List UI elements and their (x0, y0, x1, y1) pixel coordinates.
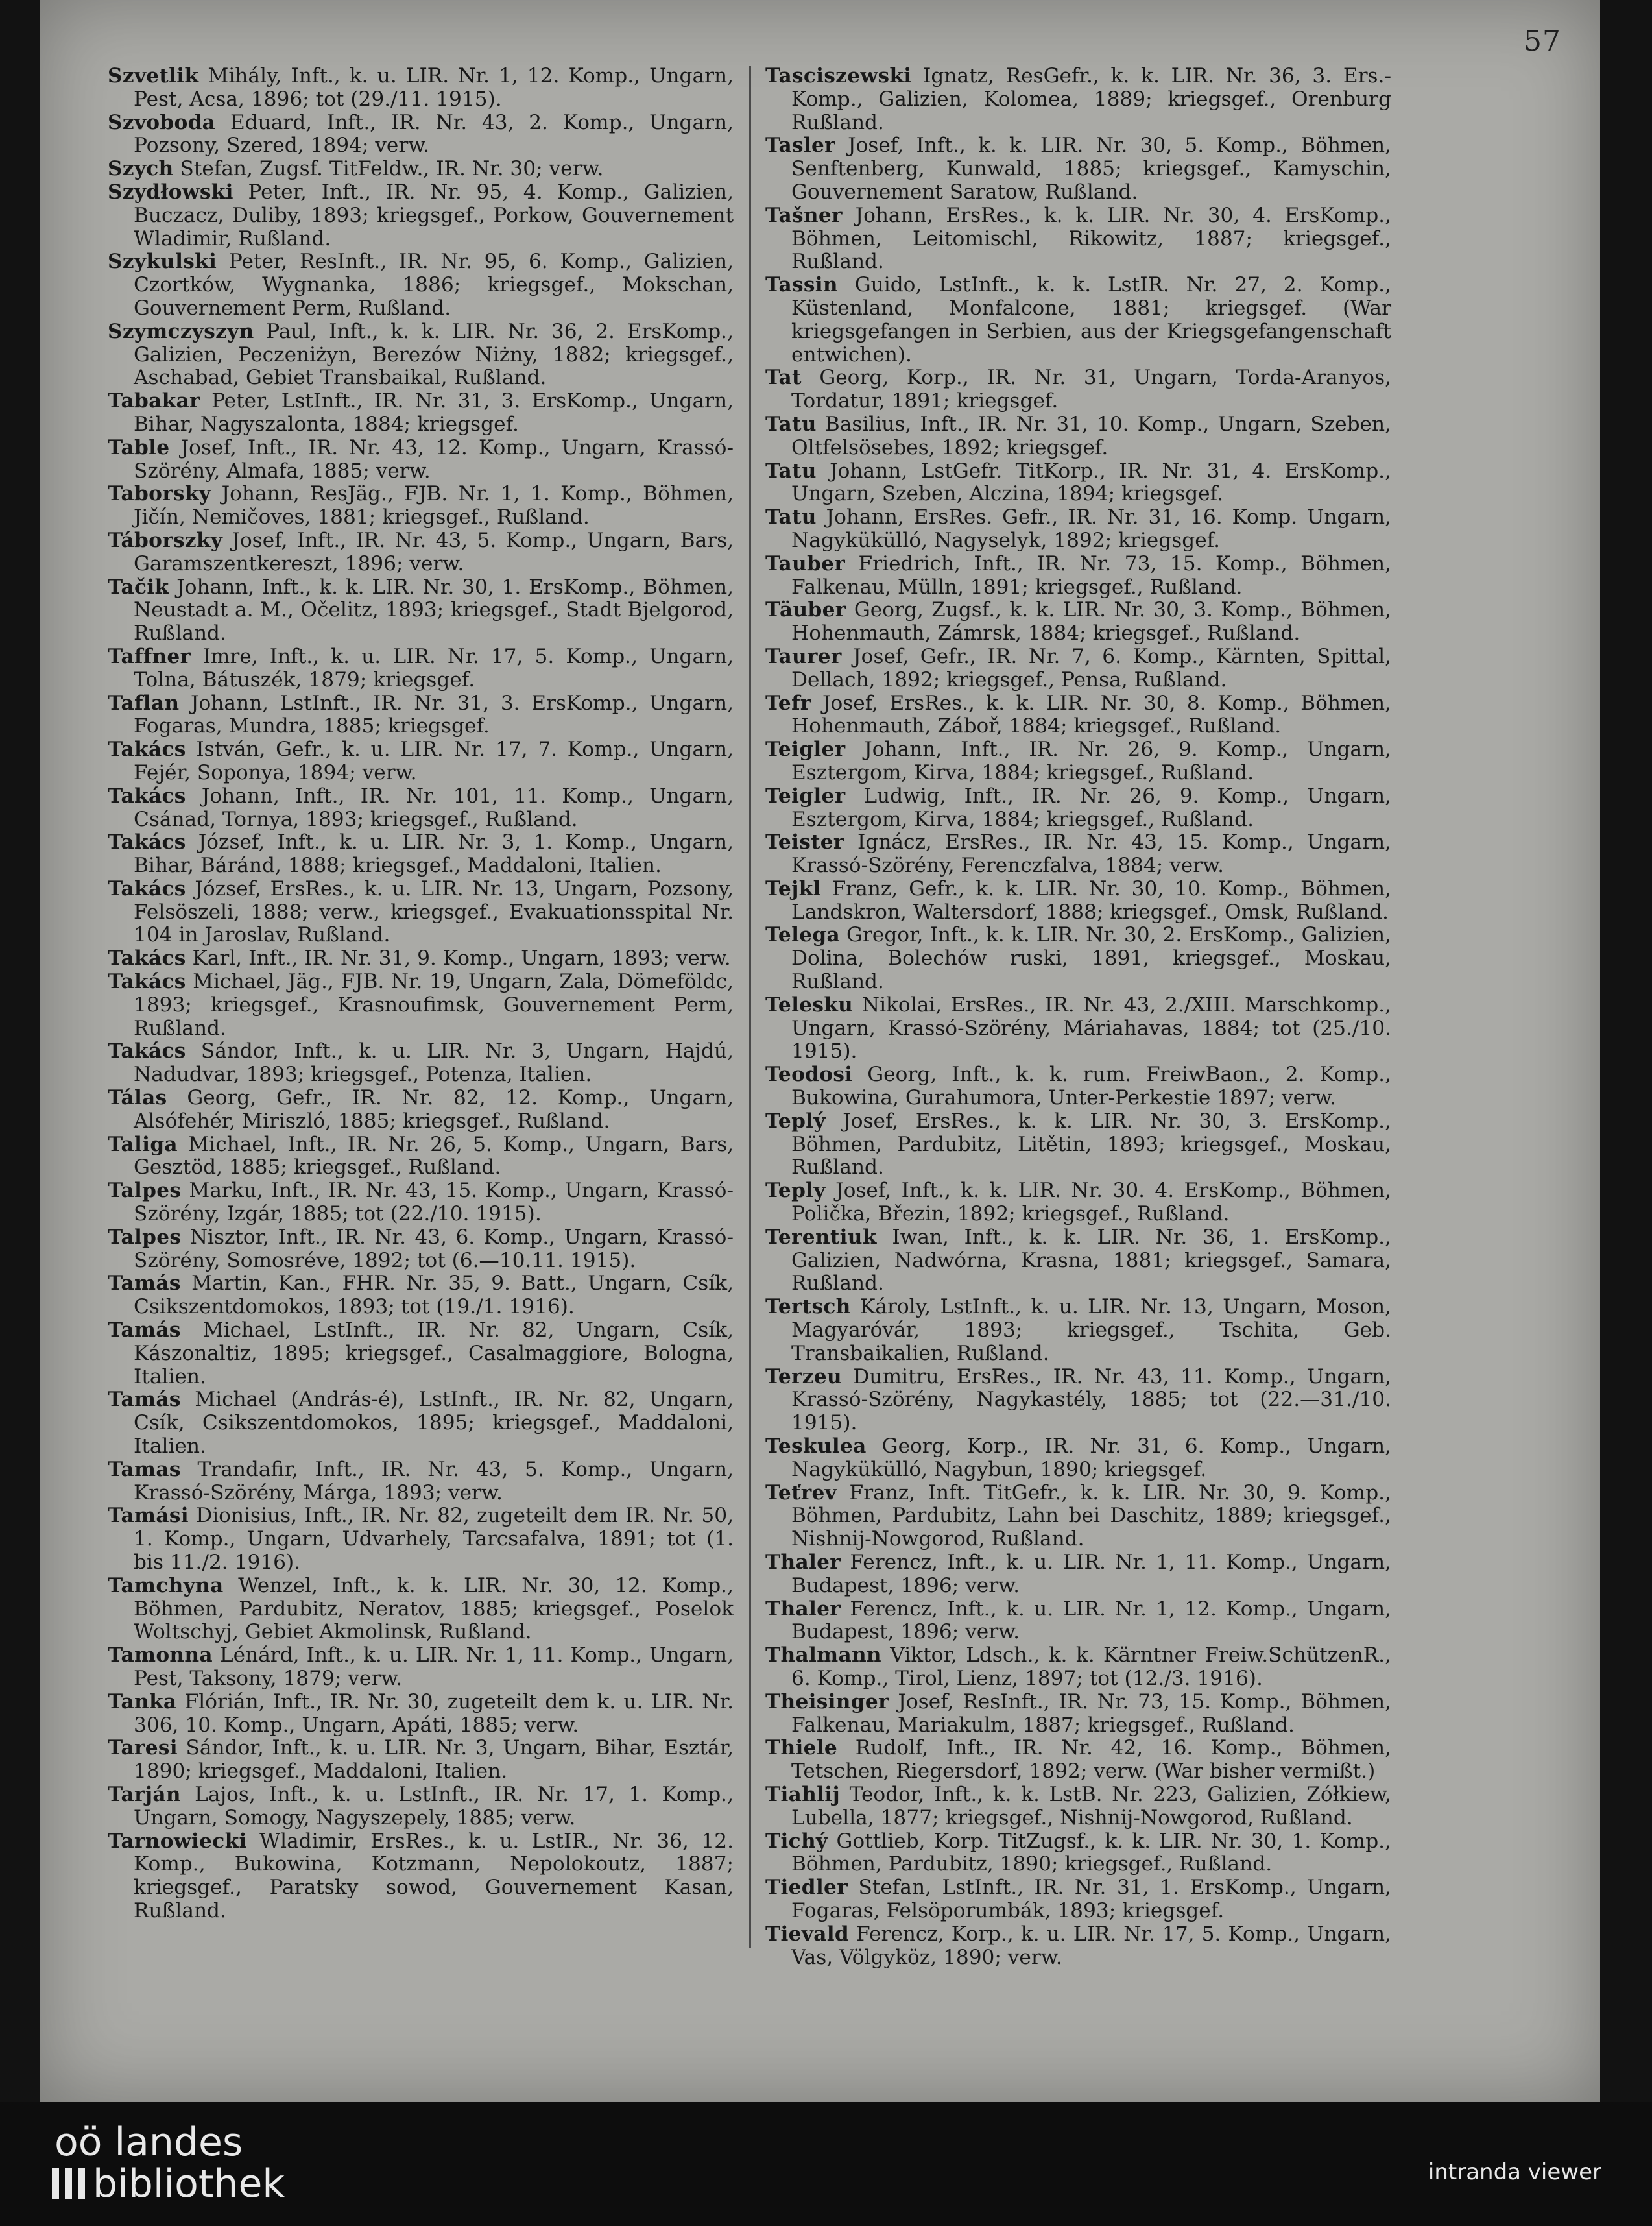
page-number: 57 (1524, 25, 1561, 58)
entry-surname: Szych (108, 157, 174, 181)
entry-details: Martin, Kan., FHR. Nr. 35, 9. Batt., Ungarn, Csík, Csikszentdomokos, 1893; tot (19./1. 1916). (134, 1272, 734, 1319)
entry-surname: Szvoboda (108, 110, 216, 134)
entry-surname: Tamas (108, 1457, 181, 1481)
entry-details: Károly, LstInft., k. u. LIR. Nr. 13, Ungarn, Moson, Magyaróvár, 1893; kriegsgef., Tschita, Geb. Transbaikalien, Rußland. (791, 1295, 1391, 1365)
entry-details: József, ErsRes., k. u. LIR. Nr. 13, Ungarn, Pozsony, Felsöszeli, 1888; verw., kriegsgef., Evakuationsspital Nr. 104 in Jaroslav, Rußland. (134, 877, 734, 947)
register-entry (108, 529, 734, 576)
entry-details: Ferencz, Inft., k. u. LIR. Nr. 1, 12. Komp., Ungarn, Budapest, 1896; verw. (791, 1597, 1391, 1644)
entry-surname: Talpes (108, 1179, 182, 1203)
entry-surname: Tievald (765, 1922, 849, 1946)
entry-details: Johann, Inft., IR. Nr. 26, 9. Komp., Ungarn, Esztergom, Kirva, 1884; kriegsgef., Rußland. (791, 738, 1391, 784)
entry-details: Josef, Inft., IR. Nr. 43, 5. Komp., Ungarn, Bars, Garamszentkereszt, 1896; verw. (134, 528, 734, 575)
entry-details: Peter, LstInft., IR. Nr. 31, 3. ErsKomp., Ungarn, Bihar, Nagyszalonta, 1884; kriegsgef. (134, 389, 734, 436)
register-entry (765, 553, 1391, 599)
register-entry (765, 1784, 1391, 1830)
logo-bars-icon (52, 2168, 85, 2199)
register-entry (108, 1087, 734, 1133)
entry-surname: Table (108, 435, 170, 459)
register-entry (765, 65, 1391, 134)
entry-surname: Tat (765, 366, 802, 390)
entry-surname: Teply (765, 1179, 826, 1203)
entry-details: Viktor, Ldsch., k. k. Kärntner Freiw.SchützenR., 6. Komp., Tirol, Lienz, 1897; tot (12./3. 1916). (791, 1643, 1391, 1690)
entry-surname: Terentiuk (765, 1225, 877, 1249)
entry-details: Josef, Inft., k. k. LIR. Nr. 30. 4. ErsKomp., Böhmen, Polička, Březin, 1892; kriegsgef., Rußland. (791, 1179, 1391, 1226)
entry-surname: Teťrev (765, 1481, 837, 1505)
register-entry (765, 831, 1391, 878)
register-entry (765, 1551, 1391, 1598)
register-entry (765, 1296, 1391, 1365)
entry-surname: Thaler (765, 1597, 841, 1621)
register-entry (765, 1644, 1391, 1691)
register-entry (108, 250, 734, 320)
entry-surname: Szymczyszyn (108, 319, 254, 343)
register-entry (108, 65, 734, 112)
viewer-label[interactable]: intranda viewer (1428, 2159, 1601, 2185)
entry-surname: Tačik (108, 575, 169, 599)
entry-details: Johann, Inft., IR. Nr. 101, 11. Komp., Ungarn, Csánad, Tornya, 1893; kriegsgef., Rußland. (134, 784, 734, 831)
entry-details: Paul, Inft., k. k. LIR. Nr. 36, 2. ErsKomp., Galizien, Peczeniżyn, Berezów Niżny, 1882; kriegsgef., Aschabad, Gebiet Transbaikal, Rußland. (134, 319, 734, 390)
entry-surname: Szvetlik (108, 64, 199, 88)
entry-surname: Tabakar (108, 389, 200, 413)
entry-details: Stefan, Zugsf. TitFeldw., IR. Nr. 30; verw. (173, 157, 604, 181)
entry-surname: Theisinger (765, 1689, 889, 1713)
entry-details: Michael (András-é), LstInft., IR. Nr. 82, Ungarn, Csík, Csikszentdomokos, 1895; kriegsgef., Maddaloni, Italien. (134, 1388, 734, 1458)
entry-details: Guido, LstInft., k. k. LstIR. Nr. 27, 2. Komp., Küstenland, Monfalcone, 1881; kriegsgef. (War kriegsgefangen in Serbien, aus der Kriegsgefangenschaft entwichen). (791, 273, 1391, 367)
entry-details: Michael, Inft., IR. Nr. 26, 5. Komp., Ungarn, Bars, Gesztöd, 1885; kriegsgef., Rußland. (134, 1132, 734, 1180)
logo-line-1: oö landes (54, 2120, 243, 2165)
register-entry (108, 1319, 734, 1388)
register-entry (108, 1226, 734, 1273)
register-entry (765, 1691, 1391, 1737)
register-entry (765, 1435, 1391, 1482)
entry-surname: Taliga (108, 1132, 178, 1156)
entry-details: Gottlieb, Korp. TitZugsf., k. k. LIR. Nr. 30, 1. Komp., Böhmen, Pardubitz, 1890; kriegsgef., Rußland. (791, 1829, 1391, 1876)
entry-details: Dionisius, Inft., IR. Nr. 82, zugeteilt dem IR. Nr. 50, 1. Komp., Ungarn, Udvarhely, Tarcsafalva, 1891; tot (1. bis 11./2. 1916). (134, 1504, 734, 1574)
register-entry (765, 134, 1391, 204)
register-entry (108, 831, 734, 878)
entry-surname: Tatu (765, 412, 817, 436)
entry-details: Lénárd, Inft., k. u. LIR. Nr. 1, 11. Komp., Ungarn, Pest, Taksony, 1879; verw. (134, 1643, 734, 1690)
entry-surname: Thaler (765, 1551, 841, 1574)
entry-surname: Tejkl (765, 877, 821, 901)
entry-surname: Takács (108, 738, 186, 762)
entry-details: Michael, Jäg., FJB. Nr. 19, Ungarn, Zala, Dömeföldc, 1893; kriegsgef., Krasnoufimsk, Gouvernement Perm, Rußland. (134, 970, 734, 1040)
entry-surname: Teigler (765, 738, 846, 762)
entry-surname: Taresi (108, 1736, 178, 1760)
entry-surname: Taffner (108, 644, 191, 668)
entry-surname: Takács (108, 877, 186, 901)
register-entry (108, 1040, 734, 1087)
entry-surname: Tauber (765, 551, 845, 575)
register-entry (108, 947, 734, 971)
entry-surname: Teskulea (765, 1434, 867, 1458)
entry-surname: Tasler (765, 134, 835, 158)
entry-details: Josef, ErsRes., k. k. LIR. Nr. 30, 3. ErsKomp., Böhmen, Pardubitz, Litětin, 1893; kriegsgef., Moskau, Rußland. (791, 1109, 1391, 1180)
entry-surname: Tamás (108, 1272, 181, 1296)
register-entry (108, 738, 734, 785)
entry-details: Georg, Korp., IR. Nr. 31, 6. Komp., Ungarn, Nagykükülló, Nagybun, 1890; kriegsgef. (791, 1434, 1391, 1481)
entry-surname: Tefr (765, 691, 811, 715)
entry-details: Peter, Inft., IR. Nr. 95, 4. Komp., Galizien, Buczacz, Duliby, 1893; kriegsgef., Porkow, Gouvernement Wladimir, Rußland. (134, 180, 734, 250)
left-column (108, 65, 734, 1923)
entry-details: Josef, ResInft., IR. Nr. 73, 15. Komp., Böhmen, Falkenau, Mariakulm, 1887; kriegsgef., Rußland. (791, 1689, 1391, 1737)
entry-surname: Szydłowski (108, 180, 233, 204)
register-entry (108, 1644, 734, 1691)
entry-details: Georg, Gefr., IR. Nr. 82, 12. Komp., Ungarn, Alsófehér, Miriszló, 1885; kriegsgef., Rußland. (134, 1086, 734, 1133)
register-entry (108, 1784, 734, 1830)
entry-details: Franz, Gefr., k. k. LIR. Nr. 30, 10. Komp., Böhmen, Landskron, Waltersdorf, 1888; kriegsgef., Omsk, Rußland. (791, 877, 1391, 924)
entry-details: Flórián, Inft., IR. Nr. 30, zugeteilt dem k. u. LIR. Nr. 306, 10. Komp., Ungarn, Apáti, 1885; verw. (134, 1689, 734, 1737)
entry-details: Nikolai, ErsRes., IR. Nr. 43, 2./XIII. Marschkomp., Ungarn, Krassó-Szörény, Máriahavas, 1884; tot (25./10. 1915). (791, 993, 1391, 1063)
register-entry (765, 1110, 1391, 1180)
entry-details: Nisztor, Inft., IR. Nr. 43, 6. Komp., Ungarn, Krassó-Szörény, Somosréve, 1892; tot (6.—10.11. 1915). (134, 1225, 734, 1272)
entry-surname: Taurer (765, 644, 842, 668)
entry-details: Sándor, Inft., k. u. LIR. Nr. 3, Ungarn, Bihar, Esztár, 1890; kriegsgef., Maddaloni, Italien. (134, 1736, 734, 1784)
entry-surname: Tassin (765, 273, 838, 297)
entry-details: Eduard, Inft., IR. Nr. 43, 2. Komp., Ungarn, Pozsony, Szered, 1894; verw. (134, 110, 734, 158)
register-entry (108, 1133, 734, 1180)
register-entry (765, 692, 1391, 739)
entry-details: Franz, Inft. TitGefr., k. k. LIR. Nr. 30, 9. Komp., Böhmen, Pardubitz, Lahn bei Daschitz, 1889; kriegsgef., Nishnij-Nowgorod, Rußland. (791, 1481, 1391, 1551)
register-entry (108, 1458, 734, 1505)
entry-details: Georg, Zugsf., k. k. LIR. Nr. 30, 3. Komp., Böhmen, Hohenmauth, Zámrsk, 1884; kriegsgef., Rußland. (791, 598, 1391, 646)
register-entry (108, 181, 734, 250)
entry-details: Gregor, Inft., k. k. LIR. Nr. 30, 2. ErsKomp., Galizien, Dolina, Bolechów ruski, 1891, kriegsgef., Moskau, Rußland. (791, 923, 1391, 994)
register-entry (108, 1180, 734, 1226)
entry-details: Johann, Inft., k. k. LIR. Nr. 30, 1. ErsKomp., Böhmen, Neustadt a. M., Očelitz, 1893; kriegsgef., Stadt Bjelgorod, Rußland. (134, 575, 734, 646)
entry-surname: Taflan (108, 691, 180, 715)
register-entry (765, 924, 1391, 993)
entry-details: Trandafir, Inft., IR. Nr. 43, 5. Komp., Ungarn, Krassó-Szörény, Márga, 1893; verw. (134, 1457, 734, 1505)
entry-details: Josef, Gefr., IR. Nr. 7, 6. Komp., Kärnten, Spittal, Dellach, 1892; kriegsgef., Pensa, Rußland. (791, 644, 1391, 692)
entry-surname: Tertsch (765, 1295, 851, 1319)
register-entry (765, 413, 1391, 460)
register-entry (765, 1482, 1391, 1551)
entry-surname: Thalmann (765, 1643, 881, 1667)
entry-surname: Telesku (765, 993, 854, 1017)
register-entry (108, 437, 734, 483)
entry-details: Iwan, Inft., k. k. LIR. Nr. 36, 1. ErsKomp., Galizien, Nadwórna, Krasna, 1881; kriegsgef., Samara, Rußland. (791, 1225, 1391, 1296)
entry-details: Mihály, Inft., k. u. LIR. Nr. 1, 12. Komp., Ungarn, Pest, Acsa, 1896; tot (29./11. 1915). (134, 64, 734, 111)
entry-surname: Tarnowiecki (108, 1829, 247, 1853)
entry-details: István, Gefr., k. u. LIR. Nr. 17, 7. Komp., Ungarn, Fejér, Soponya, 1894; verw. (134, 738, 734, 784)
register-entry (108, 692, 734, 739)
entry-surname: Takács (108, 970, 186, 994)
entry-details: Johann, ErsRes. Gefr., IR. Nr. 31, 16. Komp. Ungarn, Nagykükülló, Nagyselyk, 1892; kriegsgef. (791, 505, 1391, 552)
register-entry (765, 1180, 1391, 1226)
register-entry (108, 1737, 734, 1784)
register-entry (108, 646, 734, 692)
entry-surname: Thiele (765, 1736, 838, 1760)
scanned-page (40, 0, 1600, 2102)
register-entry (765, 460, 1391, 507)
entry-details: Peter, ResInft., IR. Nr. 95, 6. Komp., Galizien, Czortków, Wygnanka, 1886; kriegsgef., Mokschan, Gouvernement Perm, Rußland. (134, 250, 734, 320)
register-entry (765, 878, 1391, 925)
register-entry (108, 112, 734, 158)
entry-details: Josef, ErsRes., k. k. LIR. Nr. 30, 8. Komp., Böhmen, Hohenmauth, Záboř, 1884; kriegsgef., Rußland. (791, 691, 1391, 738)
entry-surname: Tamonna (108, 1643, 213, 1667)
register-entry (765, 1830, 1391, 1877)
entry-details: Ferencz, Inft., k. u. LIR. Nr. 1, 11. Komp., Ungarn, Budapest, 1896; verw. (791, 1551, 1391, 1597)
register-entry (765, 1226, 1391, 1296)
entry-surname: Takács (108, 1039, 186, 1063)
entry-surname: Taborsky (108, 482, 211, 506)
register-entry (765, 738, 1391, 785)
register-entry (108, 158, 734, 181)
entry-details: Stefan, LstInft., IR. Nr. 31, 1. ErsKomp., Ungarn, Fogaras, Felsöporumbák, 1893; kriegsgef. (791, 1876, 1391, 1922)
entry-details: Lajos, Inft., k. u. LstInft., IR. Nr. 17, 1. Komp., Ungarn, Somogy, Nagyszepely, 1885; verw. (134, 1782, 734, 1830)
register-entry (108, 1505, 734, 1574)
register-entry (765, 1876, 1391, 1923)
register-entry (765, 646, 1391, 692)
entry-details: Michael, LstInft., IR. Nr. 82, Ungarn, Csík, Kászonaltiz, 1895; kriegsgef., Casalmaggiore, Bologna, Italien. (134, 1318, 734, 1388)
entry-details: Rudolf, Inft., IR. Nr. 42, 16. Komp., Böhmen, Tetschen, Riegersdorf, 1892; verw. (War bisher vermißt.) (791, 1736, 1391, 1784)
entry-surname: Tamási (108, 1504, 189, 1528)
entry-surname: Tatu (765, 459, 817, 483)
entry-details: Ludwig, Inft., IR. Nr. 26, 9. Komp., Ungarn, Esztergom, Kirva, 1884; kriegsgef., Rußland. (791, 784, 1391, 831)
library-logo[interactable] (52, 2122, 285, 2205)
entry-details: Dumitru, ErsRes., IR. Nr. 43, 11. Komp., Ungarn, Krassó-Szörény, Nagykastély, 1885; tot (22.—31./10. 1915). (791, 1364, 1391, 1435)
entry-surname: Takács (108, 947, 186, 971)
entry-surname: Teigler (765, 784, 846, 808)
entry-surname: Tichý (765, 1829, 828, 1853)
entry-details: Teodor, Inft., k. k. LstB. Nr. 223, Galizien, Zółkiew, Lubella, 1877; kriegsgef., Nishnij-Nowgorod, Rußland. (791, 1782, 1391, 1830)
register-entry (765, 785, 1391, 832)
register-entry (765, 1366, 1391, 1435)
register-entry (765, 1063, 1391, 1110)
entry-details: Imre, Inft., k. u. LIR. Nr. 17, 5. Komp., Ungarn, Tolna, Bátuszék, 1879; kriegsgef. (134, 644, 734, 692)
entry-surname: Tarján (108, 1782, 181, 1806)
entry-surname: Tatu (765, 505, 817, 529)
entry-details: József, Inft., k. u. LIR. Nr. 3, 1. Komp., Ungarn, Bihar, Báránd, 1888; kriegsgef., Maddaloni, Italien. (134, 830, 734, 878)
register-entry (765, 1737, 1391, 1784)
register-entry (108, 878, 734, 947)
entry-details: Karl, Inft., IR. Nr. 31, 9. Komp., Ungarn, 1893; verw. (186, 947, 731, 971)
entry-surname: Tálas (108, 1086, 167, 1110)
entry-surname: Talpes (108, 1225, 182, 1249)
register-entry (765, 367, 1391, 413)
entry-details: Josef, Inft., k. k. LIR. Nr. 30, 5. Komp., Böhmen, Senftenberg, Kunwald, 1885; kriegsgef., Kamyschin, Gouvernement Saratow, Rußland. (791, 134, 1391, 204)
register-entry (108, 1272, 734, 1319)
right-column (765, 65, 1391, 1969)
entry-surname: Terzeu (765, 1364, 842, 1388)
register-entry (765, 274, 1391, 367)
entry-surname: Teodosi (765, 1063, 853, 1087)
entry-details: Johann, LstInft., IR. Nr. 31, 3. ErsKomp., Ungarn, Fogaras, Mundra, 1885; kriegsgef. (134, 691, 734, 738)
register-entry (108, 576, 734, 646)
register-entry (108, 1575, 734, 1644)
entry-surname: Tamchyna (108, 1573, 224, 1597)
entry-surname: Tiahlij (765, 1782, 841, 1806)
register-entry (108, 1388, 734, 1458)
register-entry (108, 321, 734, 390)
entry-details: Basilius, Inft., IR. Nr. 31, 10. Komp., Ungarn, Szeben, Oltfelsösebes, 1892; kriegsgef. (791, 412, 1391, 459)
register-entry (765, 204, 1391, 274)
entry-details: Wladimir, ErsRes., k. u. LstIR., Nr. 36, 12. Komp., Bukowina, Kotzmann, Nepolokoutz, 1887; kriegsgef., Paratsky sowod, Gouvernement Kasan, Rußland. (134, 1829, 734, 1922)
entry-details: Sándor, Inft., k. u. LIR. Nr. 3, Ungarn, Hajdú, Nadudvar, 1893; kriegsgef., Potenza, Italien. (134, 1039, 734, 1087)
entry-surname: Tamás (108, 1318, 181, 1342)
entry-details: Johann, ErsRes., k. k. LIR. Nr. 30, 4. ErsKomp., Böhmen, Leitomischl, Rikowitz, 1887; kriegsgef., Rußland. (791, 203, 1391, 274)
register-entry (765, 1598, 1391, 1645)
register-entry (108, 1830, 734, 1923)
register-entry (108, 785, 734, 832)
logo-line-2: bibliothek (93, 2161, 285, 2207)
entry-details: Marku, Inft., IR. Nr. 43, 15. Komp., Ungarn, Krassó-Szörény, Izgár, 1885; tot (22./10. 1915). (134, 1179, 734, 1226)
entry-surname: Teplý (765, 1109, 826, 1133)
entry-surname: Tiedler (765, 1876, 848, 1900)
entry-surname: Tasciszewski (765, 64, 912, 88)
entry-surname: Takács (108, 830, 186, 854)
entry-details: Josef, Inft., IR. Nr. 43, 12. Komp., Ungarn, Krassó-Szörény, Almafa, 1885; verw. (134, 435, 734, 483)
entry-details: Wenzel, Inft., k. k. LIR. Nr. 30, 12. Komp., Böhmen, Pardubitz, Neratov, 1885; kriegsgef., Poselok Woltschyj, Gebiet Akmolinsk, Rußland. (134, 1573, 734, 1644)
entry-surname: Telega (765, 923, 840, 947)
entry-surname: Táborszky (108, 528, 223, 552)
entry-details: Georg, Inft., k. k. rum. FreiwBaon., 2. Komp., Bukowina, Gurahumora, Unter-Perkestie 1897; verw. (791, 1063, 1391, 1110)
entry-surname: Tanka (108, 1689, 177, 1713)
register-entry (108, 390, 734, 437)
register-entry (108, 483, 734, 529)
column-divider (749, 66, 751, 1948)
register-entry (765, 506, 1391, 553)
entry-details: Ignatz, ResGefr., k. k. LIR. Nr. 36, 3. Ers.-Komp., Galizien, Kolomea, 1889; kriegsgef., Orenburg Rußland. (791, 64, 1391, 134)
entry-surname: Täuber (765, 598, 846, 622)
entry-surname: Szykulski (108, 250, 217, 274)
register-entry (765, 599, 1391, 646)
entry-surname: Tamás (108, 1388, 181, 1412)
entry-details: Friedrich, Inft., IR. Nr. 73, 15. Komp., Böhmen, Falkenau, Mülln, 1891; kriegsgef., Rußland. (791, 551, 1391, 599)
entry-surname: Teister (765, 830, 844, 854)
register-entry (765, 1923, 1391, 1970)
register-entry (108, 1691, 734, 1737)
entry-surname: Tašner (765, 203, 843, 227)
entry-details: Ferencz, Korp., k. u. LIR. Nr. 17, 5. Komp., Ungarn, Vas, Völgyköz, 1890; verw. (791, 1922, 1391, 1969)
register-entry (765, 994, 1391, 1063)
entry-details: Johann, LstGefr. TitKorp., IR. Nr. 31, 4. ErsKomp., Ungarn, Szeben, Alczina, 1894; kriegsgef. (791, 459, 1391, 506)
register-entry (108, 971, 734, 1040)
entry-details: Georg, Korp., IR. Nr. 31, Ungarn, Torda-Aranyos, Tordatur, 1891; kriegsgef. (791, 366, 1391, 413)
entry-surname: Takács (108, 784, 186, 808)
entry-details: Ignácz, ErsRes., IR. Nr. 43, 15. Komp., Ungarn, Krassó-Szörény, Ferenczfalva, 1884; verw. (791, 830, 1391, 878)
entry-details: Johann, ResJäg., FJB. Nr. 1, 1. Komp., Böhmen, Jičín, Nemičoves, 1881; kriegsgef., Rußland. (134, 482, 734, 529)
